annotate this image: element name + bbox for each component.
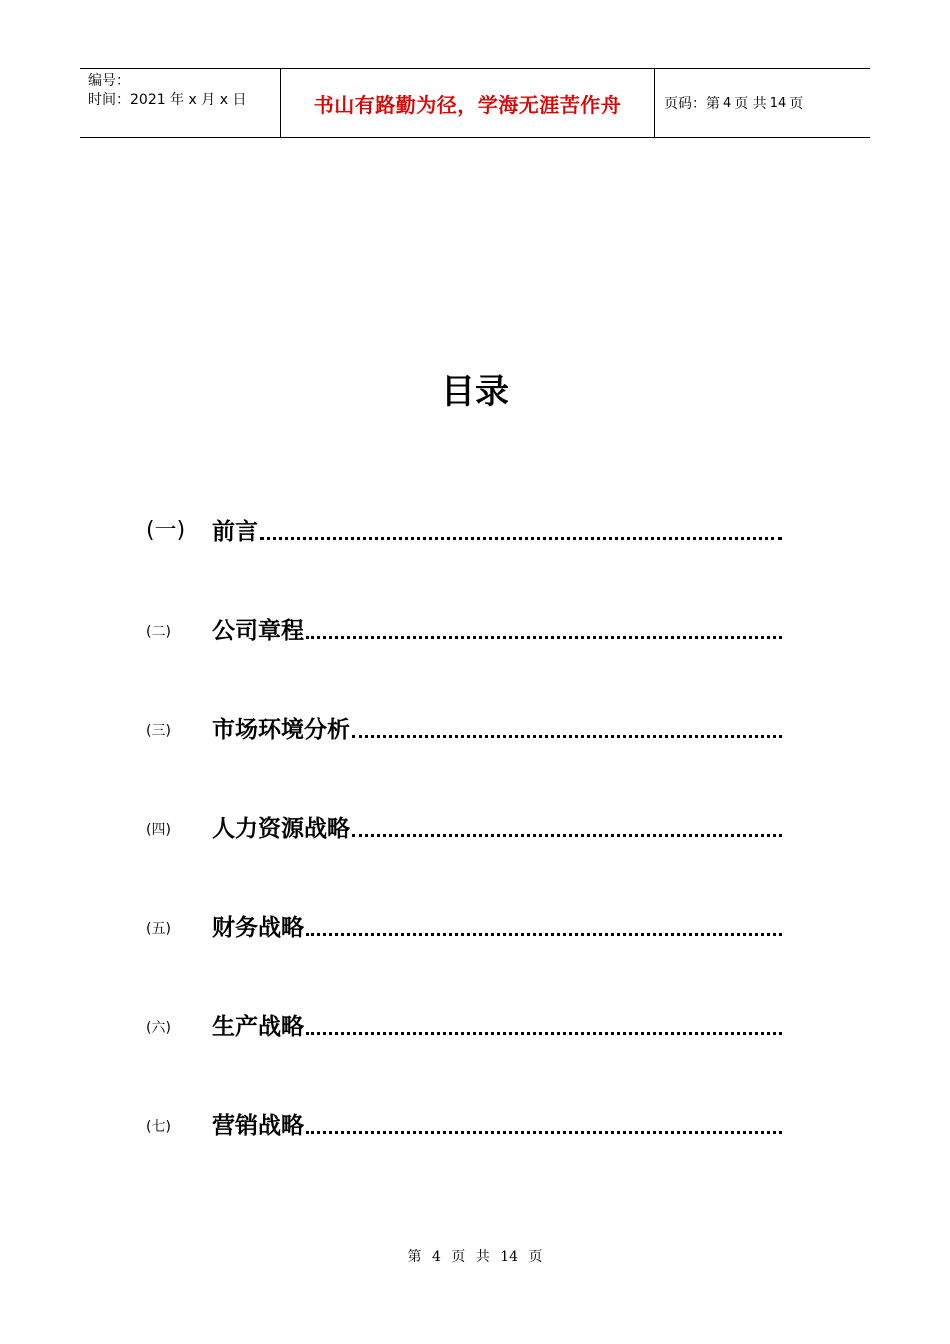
page-footer [0,1246,950,1266]
toc-number: (二) [146,624,171,640]
toc-label: 营销战略 [212,1112,304,1139]
page-header [80,68,870,138]
page-title: 目录 [441,372,509,412]
toc-number: (三) [146,723,171,739]
footer-suffix: 页 [528,1249,543,1265]
toc-leader-dots [306,933,782,936]
toc-item-hr-strategy[interactable] [146,803,782,843]
toc-leader-dots [306,1131,782,1134]
header-page-suffix: 页 [789,96,804,112]
toc-number: (六) [146,1020,171,1036]
toc-item-production-strategy[interactable] [146,1001,782,1041]
header-motto-cell [281,69,655,137]
toc-item-finance-strategy[interactable] [146,902,782,942]
toc-label: 前言 [212,518,258,545]
toc-item-market-analysis[interactable] [146,704,782,744]
toc-label: 市场环境分析 [212,716,350,743]
footer-mid1: 页 [451,1249,466,1265]
toc-leader-dots [352,834,782,837]
footer-page-current: 4 [431,1249,441,1265]
footer-prefix: 第 [407,1249,422,1265]
header-motto: 书山有路勤为径，学海无涯苦作舟 [313,92,622,117]
toc-item-charter[interactable] [146,605,782,645]
toc-leader-dots [306,636,782,639]
toc-item-preface[interactable] [146,506,782,546]
footer-page-total: 14 [500,1249,519,1265]
header-page-total: 14 [769,95,787,111]
toc-leader-dots [260,537,782,540]
footer-mid2: 共 [475,1249,490,1265]
toc-label: 公司章程 [212,617,304,644]
header-page-prefix: 页码：第 [664,96,720,112]
toc-item-marketing-strategy[interactable] [146,1100,782,1140]
header-page-cell [655,69,870,137]
header-meta-cell [80,69,281,137]
toc-label: 生产战略 [212,1013,304,1040]
header-time-label: 时间：2021 年 x 月 x 日 [88,92,247,108]
header-page-mid: 页 共 [734,96,767,112]
header-page-current: 4 [723,95,732,111]
toc-leader-dots [306,1032,782,1035]
header-number-label: 编号： [88,73,130,89]
toc-number: (一) [146,518,186,543]
toc-number: (五) [146,921,171,937]
toc-label: 人力资源战略 [212,815,350,842]
toc-number: (七) [146,1119,171,1135]
toc-number: (四) [146,822,171,838]
toc-label: 财务战略 [212,914,304,941]
toc-leader-dots [352,735,782,738]
